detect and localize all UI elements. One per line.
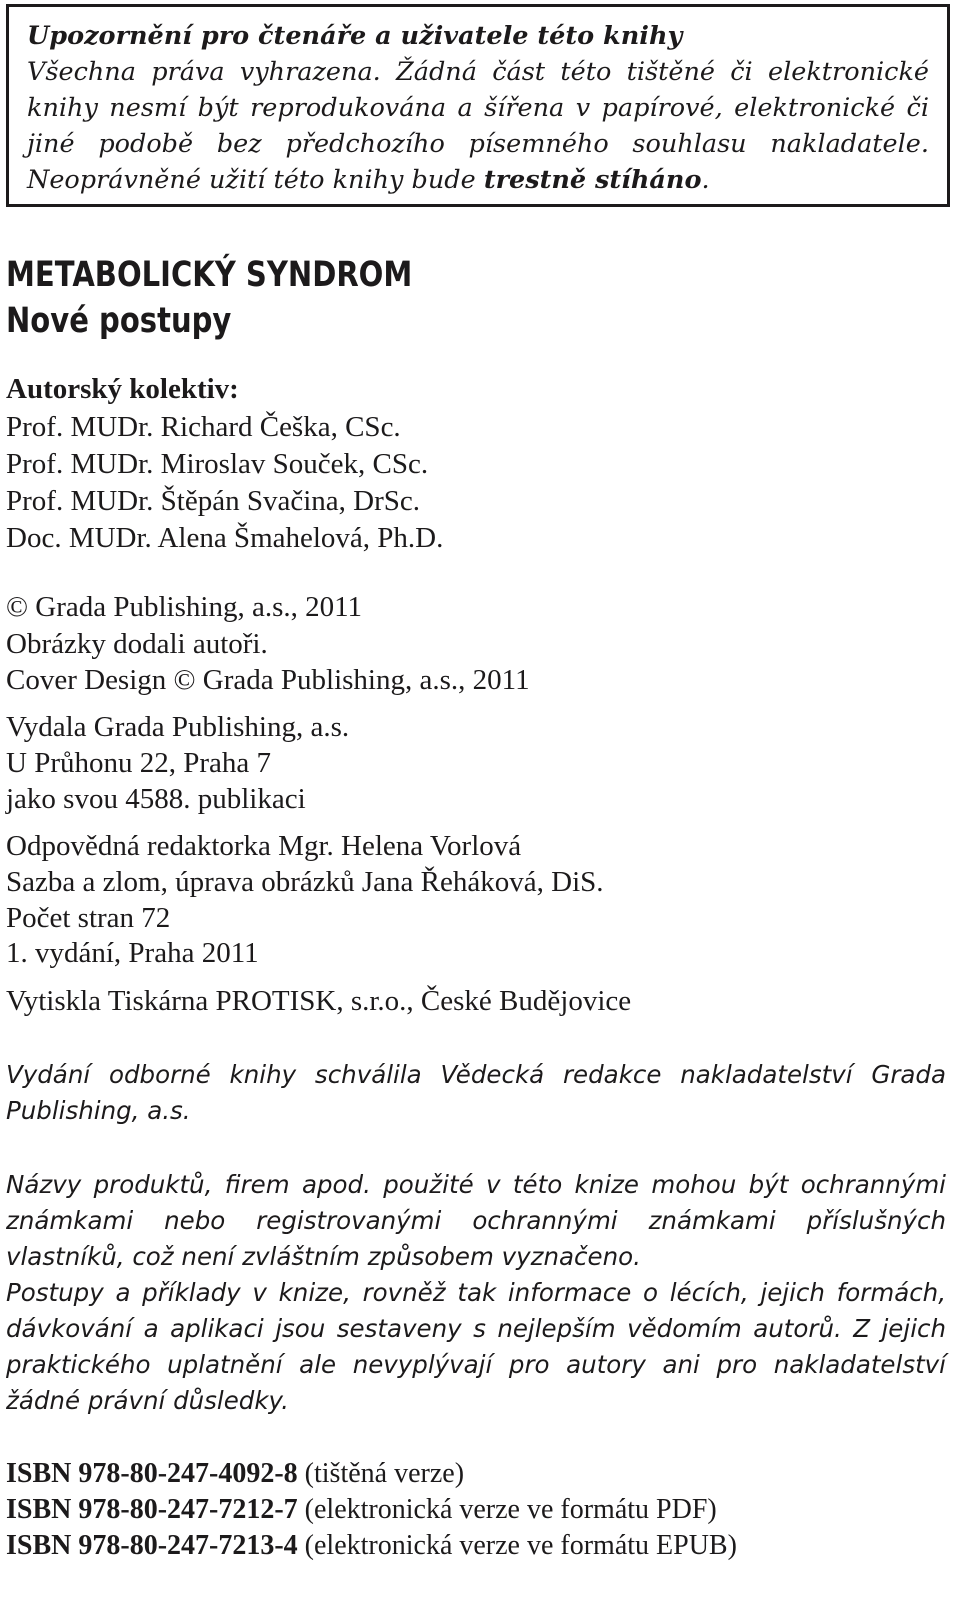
copyright-line: © Grada Publishing, a.s., 2011 [6, 591, 363, 623]
isbn-code: ISBN 978-80-247-4092-8 [6, 1458, 298, 1489]
approval-note [6, 1057, 946, 1129]
isbn-code: ISBN 978-80-247-7213-4 [6, 1530, 298, 1561]
printer-credit: Vytiskla Tiskárna PROTISK, s.r.o., České Budějovice [6, 985, 632, 1017]
liability-disclaimer: Postupy a příklady v knize, rovněž tak informace o lécích, jejich formách, dávkování a aplikaci jsou sestaveny s nejlepším vědomím autorů. Z jejich praktického uplatnění ale nevyplývají pro autory ani pro nakladatelství žádné právní důsledky. [6, 1278, 946, 1415]
isbn-code: ISBN 978-80-247-7212-7 [6, 1494, 298, 1525]
notice-text: Všechna práva vyhrazena. Žádná část této tištěné či elektronické knihy nesmí být reprodukována a šířena v papírové, elektronické či jiné podobě bez předchozího písemného souhlasu nakladatele. Neoprávněné užití této knihy bude [27, 57, 929, 195]
authors-heading: Autorský kolektiv: [6, 373, 239, 405]
edition-info: 1. vydání, Praha 2011 [6, 937, 259, 969]
notice-body [27, 54, 929, 198]
publisher-address: U Průhonu 22, Praha 7 [6, 747, 272, 779]
notice-emphasis: trestně stíháno [483, 165, 702, 195]
isbn-line [6, 1492, 717, 1528]
notice-title: Upozornění pro čtenáře a uživatele této knihy [27, 21, 683, 51]
notice-end: . [701, 165, 710, 195]
page-count: Počet stran 72 [6, 902, 171, 934]
book-subtitle: Nové postupy [6, 301, 232, 341]
approval-text: Vydání odborné knihy schválila Vědecká redakce nakladatelství Grada Publishing, a.s. [6, 1060, 946, 1125]
author-item: Prof. MUDr. Štěpán Svačina, DrSc. [6, 485, 421, 517]
author-item: Doc. MUDr. Alena Šmahelová, Ph.D. [6, 522, 444, 554]
trademark-disclaimer: Názvy produktů, firem apod. použité v této knize mohou být ochrannými známkami nebo registrovanými ochrannými známkami příslušných vlastníků, což není zvláštním způsobem vyznačeno. [6, 1170, 946, 1271]
author-item: Prof. MUDr. Miroslav Souček, CSc. [6, 448, 429, 480]
reader-notice-box [6, 4, 950, 207]
disclaimer [6, 1167, 946, 1419]
isbn-format: (elektronická verze ve formátu PDF) [297, 1494, 717, 1525]
publication-number: jako svou 4588. publikaci [6, 783, 306, 815]
isbn-line [6, 1528, 737, 1564]
publisher-name: Vydala Grada Publishing, a.s. [6, 711, 350, 743]
illustrations-credit: Obrázky dodali autoři. [6, 628, 268, 660]
isbn-format: (elektronická verze ve formátu EPUB) [297, 1530, 737, 1561]
isbn-line [6, 1456, 464, 1492]
isbn-format: (tištěná verze) [297, 1458, 465, 1489]
typesetting-credit: Sazba a zlom, úprava obrázků Jana Řeháková, DiS. [6, 866, 604, 898]
editor-credit: Odpovědná redaktorka Mgr. Helena Vorlová [6, 830, 522, 862]
author-item: Prof. MUDr. Richard Češka, CSc. [6, 411, 401, 443]
book-title: METABOLICKÝ SYNDROM [6, 255, 413, 295]
cover-design-credit: Cover Design © Grada Publishing, a.s., 2011 [6, 664, 530, 696]
